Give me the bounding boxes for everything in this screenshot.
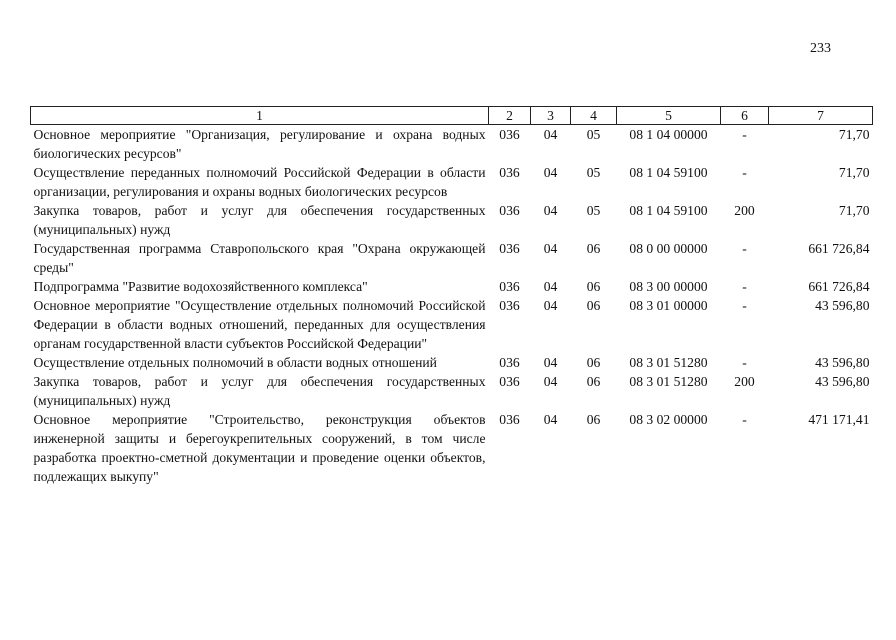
row-target-code: 08 1 04 00000: [629, 127, 708, 142]
table-row: [31, 201, 873, 239]
row-expense-type: -: [742, 165, 747, 180]
row-target-code: 08 3 01 00000: [629, 298, 708, 313]
row-name: Осуществление переданных полномочий Российской Федерации в области организации, регулирования и охраны водных биологических ресурсов: [33, 165, 486, 199]
row-ministry-code: 036: [499, 279, 520, 294]
table-row: [31, 372, 873, 410]
row-section-code: 04: [543, 127, 558, 142]
row-expense-type: 200: [734, 203, 755, 218]
row-ministry-code: 036: [499, 165, 520, 180]
row-section-code: 04: [543, 279, 558, 294]
row-subsection-code: 06: [586, 279, 601, 294]
row-ministry-code: 036: [499, 203, 520, 218]
row-subsection-code: 06: [586, 241, 601, 256]
row-expense-type: -: [742, 355, 747, 370]
row-amount: 471 171,41: [808, 412, 870, 427]
row-subsection-code: 06: [586, 374, 601, 389]
row-section-code: 04: [543, 165, 558, 180]
budget-table: [30, 106, 873, 486]
column-header-3: 3: [531, 107, 571, 125]
row-amount: 71,70: [838, 203, 870, 218]
column-header-4: 4: [571, 107, 617, 125]
row-subsection-code: 05: [586, 203, 601, 218]
table-header-row: [31, 107, 873, 125]
row-amount: 661 726,84: [808, 279, 870, 294]
row-name: Закупка товаров, работ и услуг для обеспечения государственных (муниципальных) нужд: [33, 203, 486, 237]
row-section-code: 04: [543, 412, 558, 427]
row-target-code: 08 3 02 00000: [629, 412, 708, 427]
column-header-5: 5: [617, 107, 721, 125]
row-expense-type: -: [742, 127, 747, 142]
row-name: Осуществление отдельных полномочий в области водных отношений: [33, 355, 437, 370]
row-name: Основное мероприятие "Строительство, реконструкция объектов инженерной защиты и берегоукрепительных сооружений, в том числе разработка проектно-сметной документации и проведение оценки объектов, подлежащих выкупу": [33, 412, 486, 484]
table-row: [31, 410, 873, 486]
row-ministry-code: 036: [499, 298, 520, 313]
row-target-code: 08 0 00 00000: [629, 241, 708, 256]
row-expense-type: 200: [734, 374, 755, 389]
row-ministry-code: 036: [499, 412, 520, 427]
row-amount: 71,70: [838, 165, 870, 180]
row-name: Государственная программа Ставропольского края "Охрана окружающей среды": [33, 241, 486, 275]
row-target-code: 08 3 01 51280: [629, 374, 708, 389]
table-row: [31, 277, 873, 296]
table-row: [31, 296, 873, 353]
row-expense-type: -: [742, 279, 747, 294]
row-target-code: 08 1 04 59100: [629, 165, 708, 180]
column-header-6: 6: [721, 107, 769, 125]
column-header-7: 7: [769, 107, 873, 125]
row-ministry-code: 036: [499, 241, 520, 256]
row-amount: 43 596,80: [815, 298, 870, 313]
row-name: Основное мероприятие "Осуществление отдельных полномочий Российской Федерации в области водных отношений, переданных для осуществления органам государственной власти субъектов Российской Федерации": [33, 298, 486, 351]
row-expense-type: -: [742, 298, 747, 313]
row-target-code: 08 1 04 59100: [629, 203, 708, 218]
row-subsection-code: 05: [586, 165, 601, 180]
column-header-1: 1: [31, 107, 489, 125]
table-row: [31, 239, 873, 277]
table-row: [31, 353, 873, 372]
row-subsection-code: 06: [586, 412, 601, 427]
row-amount: 43 596,80: [815, 374, 870, 389]
row-expense-type: -: [742, 412, 747, 427]
row-target-code: 08 3 00 00000: [629, 279, 708, 294]
row-section-code: 04: [543, 203, 558, 218]
column-header-2: 2: [489, 107, 531, 125]
row-section-code: 04: [543, 374, 558, 389]
row-ministry-code: 036: [499, 374, 520, 389]
row-name: Основное мероприятие "Организация, регулирование и охрана водных биологических ресурсов": [33, 127, 486, 161]
row-section-code: 04: [543, 355, 558, 370]
row-section-code: 04: [543, 298, 558, 313]
row-section-code: 04: [543, 241, 558, 256]
row-ministry-code: 036: [499, 127, 520, 142]
table-row: [31, 125, 873, 164]
row-amount: 71,70: [838, 127, 870, 142]
row-expense-type: -: [742, 241, 747, 256]
row-amount: 43 596,80: [815, 355, 870, 370]
row-subsection-code: 05: [586, 127, 601, 142]
row-target-code: 08 3 01 51280: [629, 355, 708, 370]
table-row: [31, 163, 873, 201]
row-ministry-code: 036: [499, 355, 520, 370]
row-subsection-code: 06: [586, 355, 601, 370]
row-name: Подпрограмма "Развитие водохозяйственного комплекса": [33, 279, 368, 294]
row-amount: 661 726,84: [808, 241, 870, 256]
page-number: 233: [810, 41, 831, 56]
row-name: Закупка товаров, работ и услуг для обеспечения государственных (муниципальных) нужд: [33, 374, 486, 408]
row-subsection-code: 06: [586, 298, 601, 313]
